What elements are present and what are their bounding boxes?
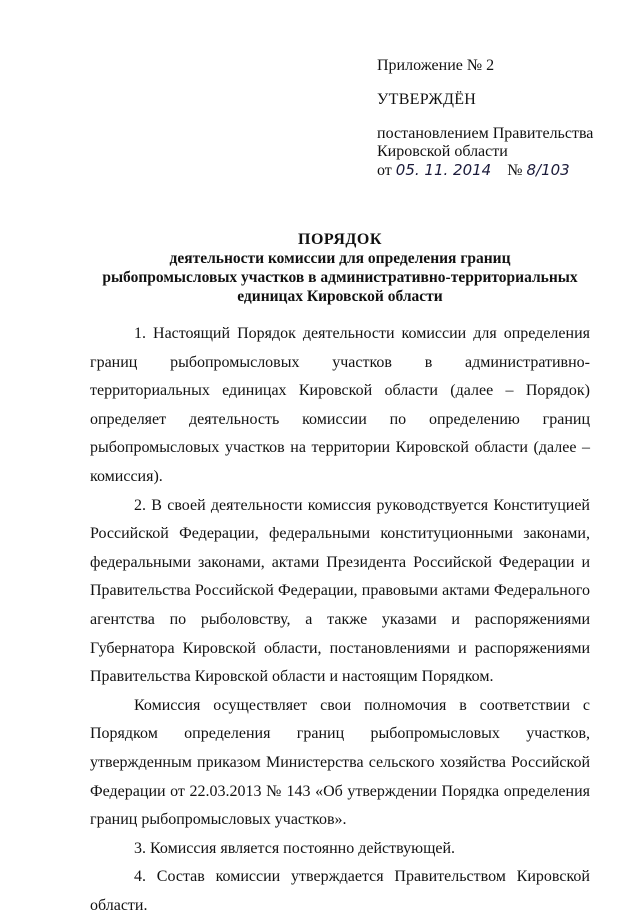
paragraph-4: 4. Состав комиссии утверждается Правительством Кировской области. bbox=[90, 868, 590, 914]
handwritten-number: 8/103 bbox=[526, 161, 570, 179]
approval-header bbox=[377, 57, 627, 180]
annex-label: Приложение № 2 bbox=[377, 57, 495, 74]
title-main: ПОРЯДОК bbox=[298, 231, 382, 248]
date-prefix: от bbox=[377, 162, 392, 179]
document-title bbox=[90, 230, 590, 306]
title-subtitle-line-3: единицах Кировской области bbox=[237, 288, 443, 305]
number-prefix: № bbox=[507, 162, 523, 179]
document-body bbox=[90, 320, 590, 920]
paragraph-1: 1. Настоящий Порядок деятельности комиссии для определения границ рыбопромысловых участков в административно-территориальных единицах Кировской области (далее – Порядок) определяет деятельность комиссии по определению границ рыбопромысловых участков на территории Кировской области (далее – комиссия). bbox=[90, 325, 590, 485]
handwritten-date: 05. 11. 2014 bbox=[395, 161, 492, 179]
title-subtitle-line-2: рыбопромысловых участков в административно-территориальных bbox=[102, 269, 578, 286]
paragraph-2: 2. В своей деятельности комиссия руководствуется Конституцией Российской Федерации, федеральными конституционными законами, федеральными законами, актами Президента Российской Федерации и Правительства Российской Федерации, правовыми актами Федерального агентства по рыболовству, а также указами и распоряжениями Губернатора Кировской области, постановлениями и распоряжениями Правительства Кировской области и настоящим Порядком. bbox=[90, 496, 590, 686]
decree-text-1: постановлением Правительства bbox=[377, 125, 594, 142]
paragraph-3: 3. Комиссия является постоянно действующей. bbox=[134, 839, 456, 857]
paragraph-2-continued: Комиссия осуществляет свои полномочия в соответствии с Порядком определения границ рыбопромысловых участков, утвержденным приказом Министерства сельского хозяйства Российской Федерации от 22.03.2013 № 143 «Об утверждении Порядка определения границ рыбопромысловых участков». bbox=[90, 696, 590, 829]
title-subtitle-line-1: деятельности комиссии для определения границ bbox=[169, 250, 511, 267]
decree-date-line bbox=[377, 161, 627, 180]
decree-line-2: Кировской области bbox=[377, 143, 508, 160]
approved-stamp-label: УТВЕРЖДЁН bbox=[377, 91, 477, 108]
decree-line-1 bbox=[377, 125, 594, 143]
